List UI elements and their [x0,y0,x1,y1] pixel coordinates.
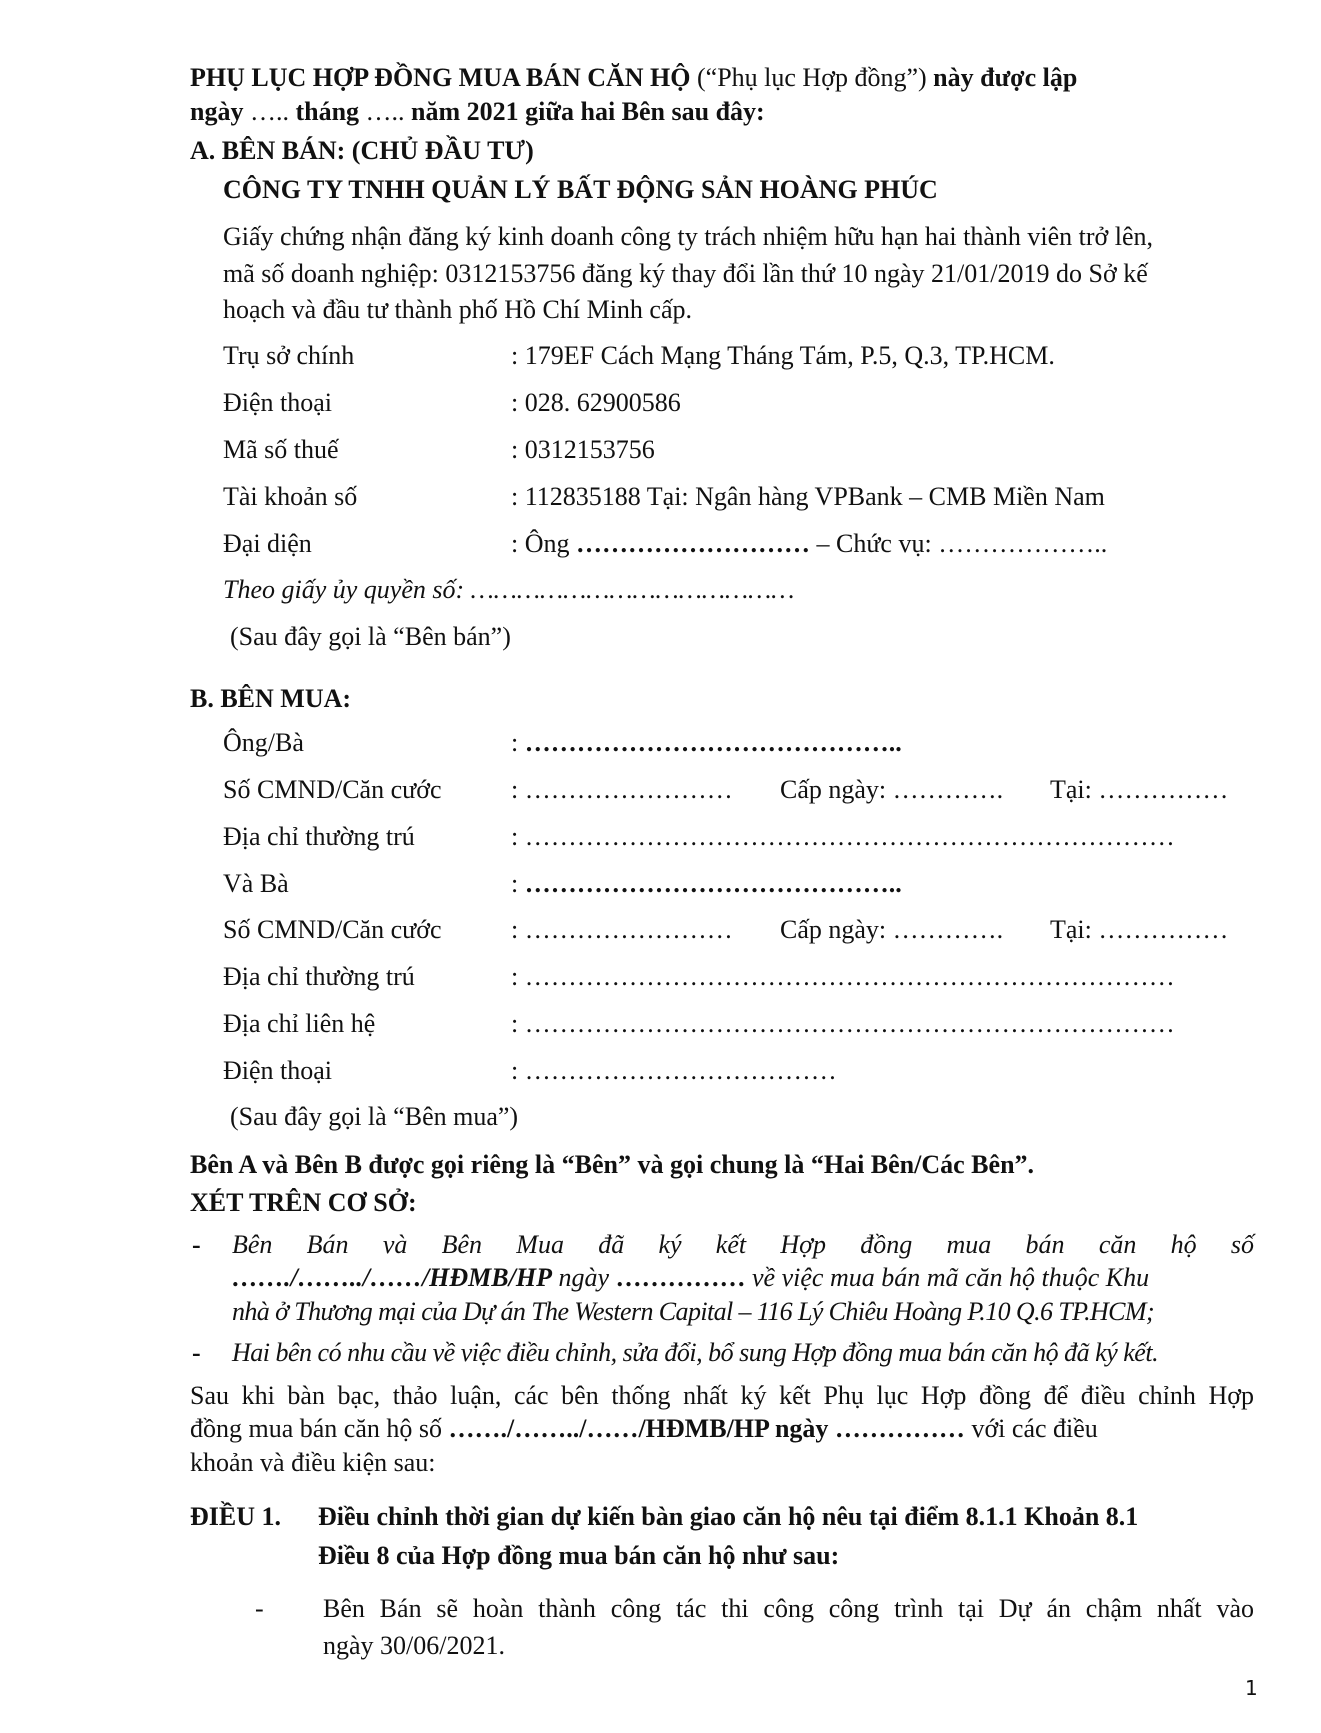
seller-authorization: Theo giấy ủy quyền số: …………………………………… [223,575,795,604]
rep-prefix: : Ông [511,529,576,558]
contract-number-blank: ……./……../……/HĐMB/HP ngày …………… [448,1414,965,1443]
field-label: Số CMND/Căn cước [223,915,442,944]
agreement-line-3: khoản và điều kiện sau: [190,1448,436,1477]
seller-registration-line-2: mã số doanh nghiệp: 0312153756 đăng ký thay đổi lần thứ 10 ngày 21/01/2019 do Sở kế [223,259,1148,288]
field-label: Địa chỉ thường trú [223,962,415,991]
field-label: Đại diện [223,529,312,558]
field-label: Địa chỉ liên hệ [223,1009,376,1038]
seller-company-name: CÔNG TY TNHH QUẢN LÝ BẤT ĐỘNG SẢN HOÀNG PHÚC [223,175,938,204]
document-title: PHỤ LỤC HỢP ĐỒNG MUA BÁN CĂN HỘ [190,63,691,92]
date-day-label: ngày [190,97,250,126]
date-year-text: năm 2021 giữa hai Bên sau đây: [404,97,765,126]
field-label: Địa chỉ thường trú [223,822,415,851]
text: với các điều [964,1414,1098,1443]
basis-heading: XÉT TRÊN CƠ SỞ: [190,1188,417,1217]
date-month-blank: ….. [365,97,405,126]
field-value: : 112835188 Tại: Ngân hàng VPBank – CMB Miền Nam [511,482,1105,511]
document-date-line [190,96,765,128]
bullet-icon: - [192,1338,201,1367]
field-value: : …………………… [511,775,733,804]
field-label: Mã số thuế [223,435,339,464]
date-month-label: tháng [288,97,366,126]
page-number: 1 [1245,1676,1258,1700]
document-title-line [190,62,1250,94]
article-1-item-line-2: ngày 30/06/2021. [323,1631,505,1660]
bullet-icon: - [192,1230,201,1259]
rep-title-label: – Chức vụ: [810,529,939,558]
field-value: : 028. 62900586 [511,388,681,417]
date-blank: …………… [615,1263,746,1292]
buyer-heading: B. BÊN MUA: [190,684,352,713]
field-label: Trụ sở chính [223,341,355,370]
rep-name-blank: ……………………… [576,529,810,558]
agreement-line-2 [190,1413,1254,1445]
basis-item-1-line-1: Bên Bán và Bên Mua đã ký kết Hợp đồng mua bán căn hộ số [232,1230,1254,1259]
field-value [511,727,902,759]
title-alias: (“Phụ lục Hợp đồng”) [690,63,934,92]
article-1-title-line-2: Điều 8 của Hợp đồng mua bán căn hộ như sau: [318,1541,840,1570]
seller-alias: (Sau đây gọi là “Bên bán”) [230,622,511,651]
seller-registration-line-3: hoạch và đầu tư thành phố Hồ Chí Minh cấp. [223,295,693,324]
issue-place-field: Tại: …………… [1050,915,1229,944]
basis-item-1-line-2 [232,1262,1149,1294]
field-blank: …………………………………….. [524,728,902,757]
bullet-icon: - [255,1594,264,1623]
field-value [511,868,902,900]
issue-date-field: Cấp ngày: …………. [780,775,1004,804]
field-value: : ………………………………………………………………… [511,822,1175,851]
field-value [511,528,1107,560]
basis-item-1-line-3: nhà ở Thương mại của Dự án The Western Capital – 116 Lý Chiêu Hoàng P.10 Q.6 TP.HCM; [232,1297,1154,1326]
field-value: : …………………… [511,915,733,944]
buyer-alias: (Sau đây gọi là “Bên mua”) [230,1102,519,1131]
seller-registration-line-1: Giấy chứng nhận đăng ký kinh doanh công ty trách nhiệm hữu hạn hai thành viên trở lên, [223,222,1154,251]
field-value: : ………………………………………………………………… [511,962,1175,991]
text: về việc mua bán mã căn hộ thuộc Khu [745,1263,1150,1292]
field-label: Tài khoản số [223,482,358,511]
seller-heading: A. BÊN BÁN: (CHỦ ĐẦU TƯ) [190,136,534,165]
article-1-title-line-1: Điều chỉnh thời gian dự kiến bàn giao căn hộ nêu tại điểm 8.1.1 Khoản 8.1 [318,1502,1139,1531]
parties-note: Bên A và Bên B được gọi riêng là “Bên” và gọi chung là “Hai Bên/Các Bên”. [190,1150,1035,1179]
field-colon: : [511,869,525,898]
basis-item-2: Hai bên có nhu cầu về việc điều chỉnh, sửa đổi, bổ sung Hợp đồng mua bán căn hộ đã ký kết. [232,1338,1159,1367]
field-value: : 179EF Cách Mạng Tháng Tám, P.5, Q.3, TP.HCM. [511,341,1055,370]
contract-number-blank: ……./……../……/HĐMB/HP [232,1263,552,1292]
field-value: : ………………………………………………………………… [511,1009,1175,1038]
title-suffix: này được lập [933,63,1078,92]
field-colon: : [511,728,525,757]
article-1-item-line-1: Bên Bán sẽ hoàn thành công tác thi công công trình tại Dự án chậm nhất vào [323,1594,1254,1623]
issue-place-field: Tại: …………… [1050,775,1229,804]
issue-date-field: Cấp ngày: …………. [780,915,1004,944]
text: đồng mua bán căn hộ số [190,1414,449,1443]
field-label: Ông/Bà [223,728,304,757]
rep-title-blank: ……………….. [938,529,1108,558]
field-label: Số CMND/Căn cước [223,775,442,804]
field-label: Điện thoại [223,1056,333,1085]
field-value: : 0312153756 [511,435,655,464]
field-label: Và Bà [223,869,289,898]
field-value: : ……………………………… [511,1056,837,1085]
date-day-blank: ….. [249,97,289,126]
field-label: Điện thoại [223,388,333,417]
field-blank: …………………………………….. [524,869,902,898]
date-label: ngày [551,1263,616,1292]
article-1-number: ĐIỀU 1. [190,1502,282,1531]
agreement-line-1: Sau khi bàn bạc, thảo luận, các bên thống nhất ký kết Phụ lục Hợp đồng để điều chỉnh Hợp [190,1381,1254,1410]
